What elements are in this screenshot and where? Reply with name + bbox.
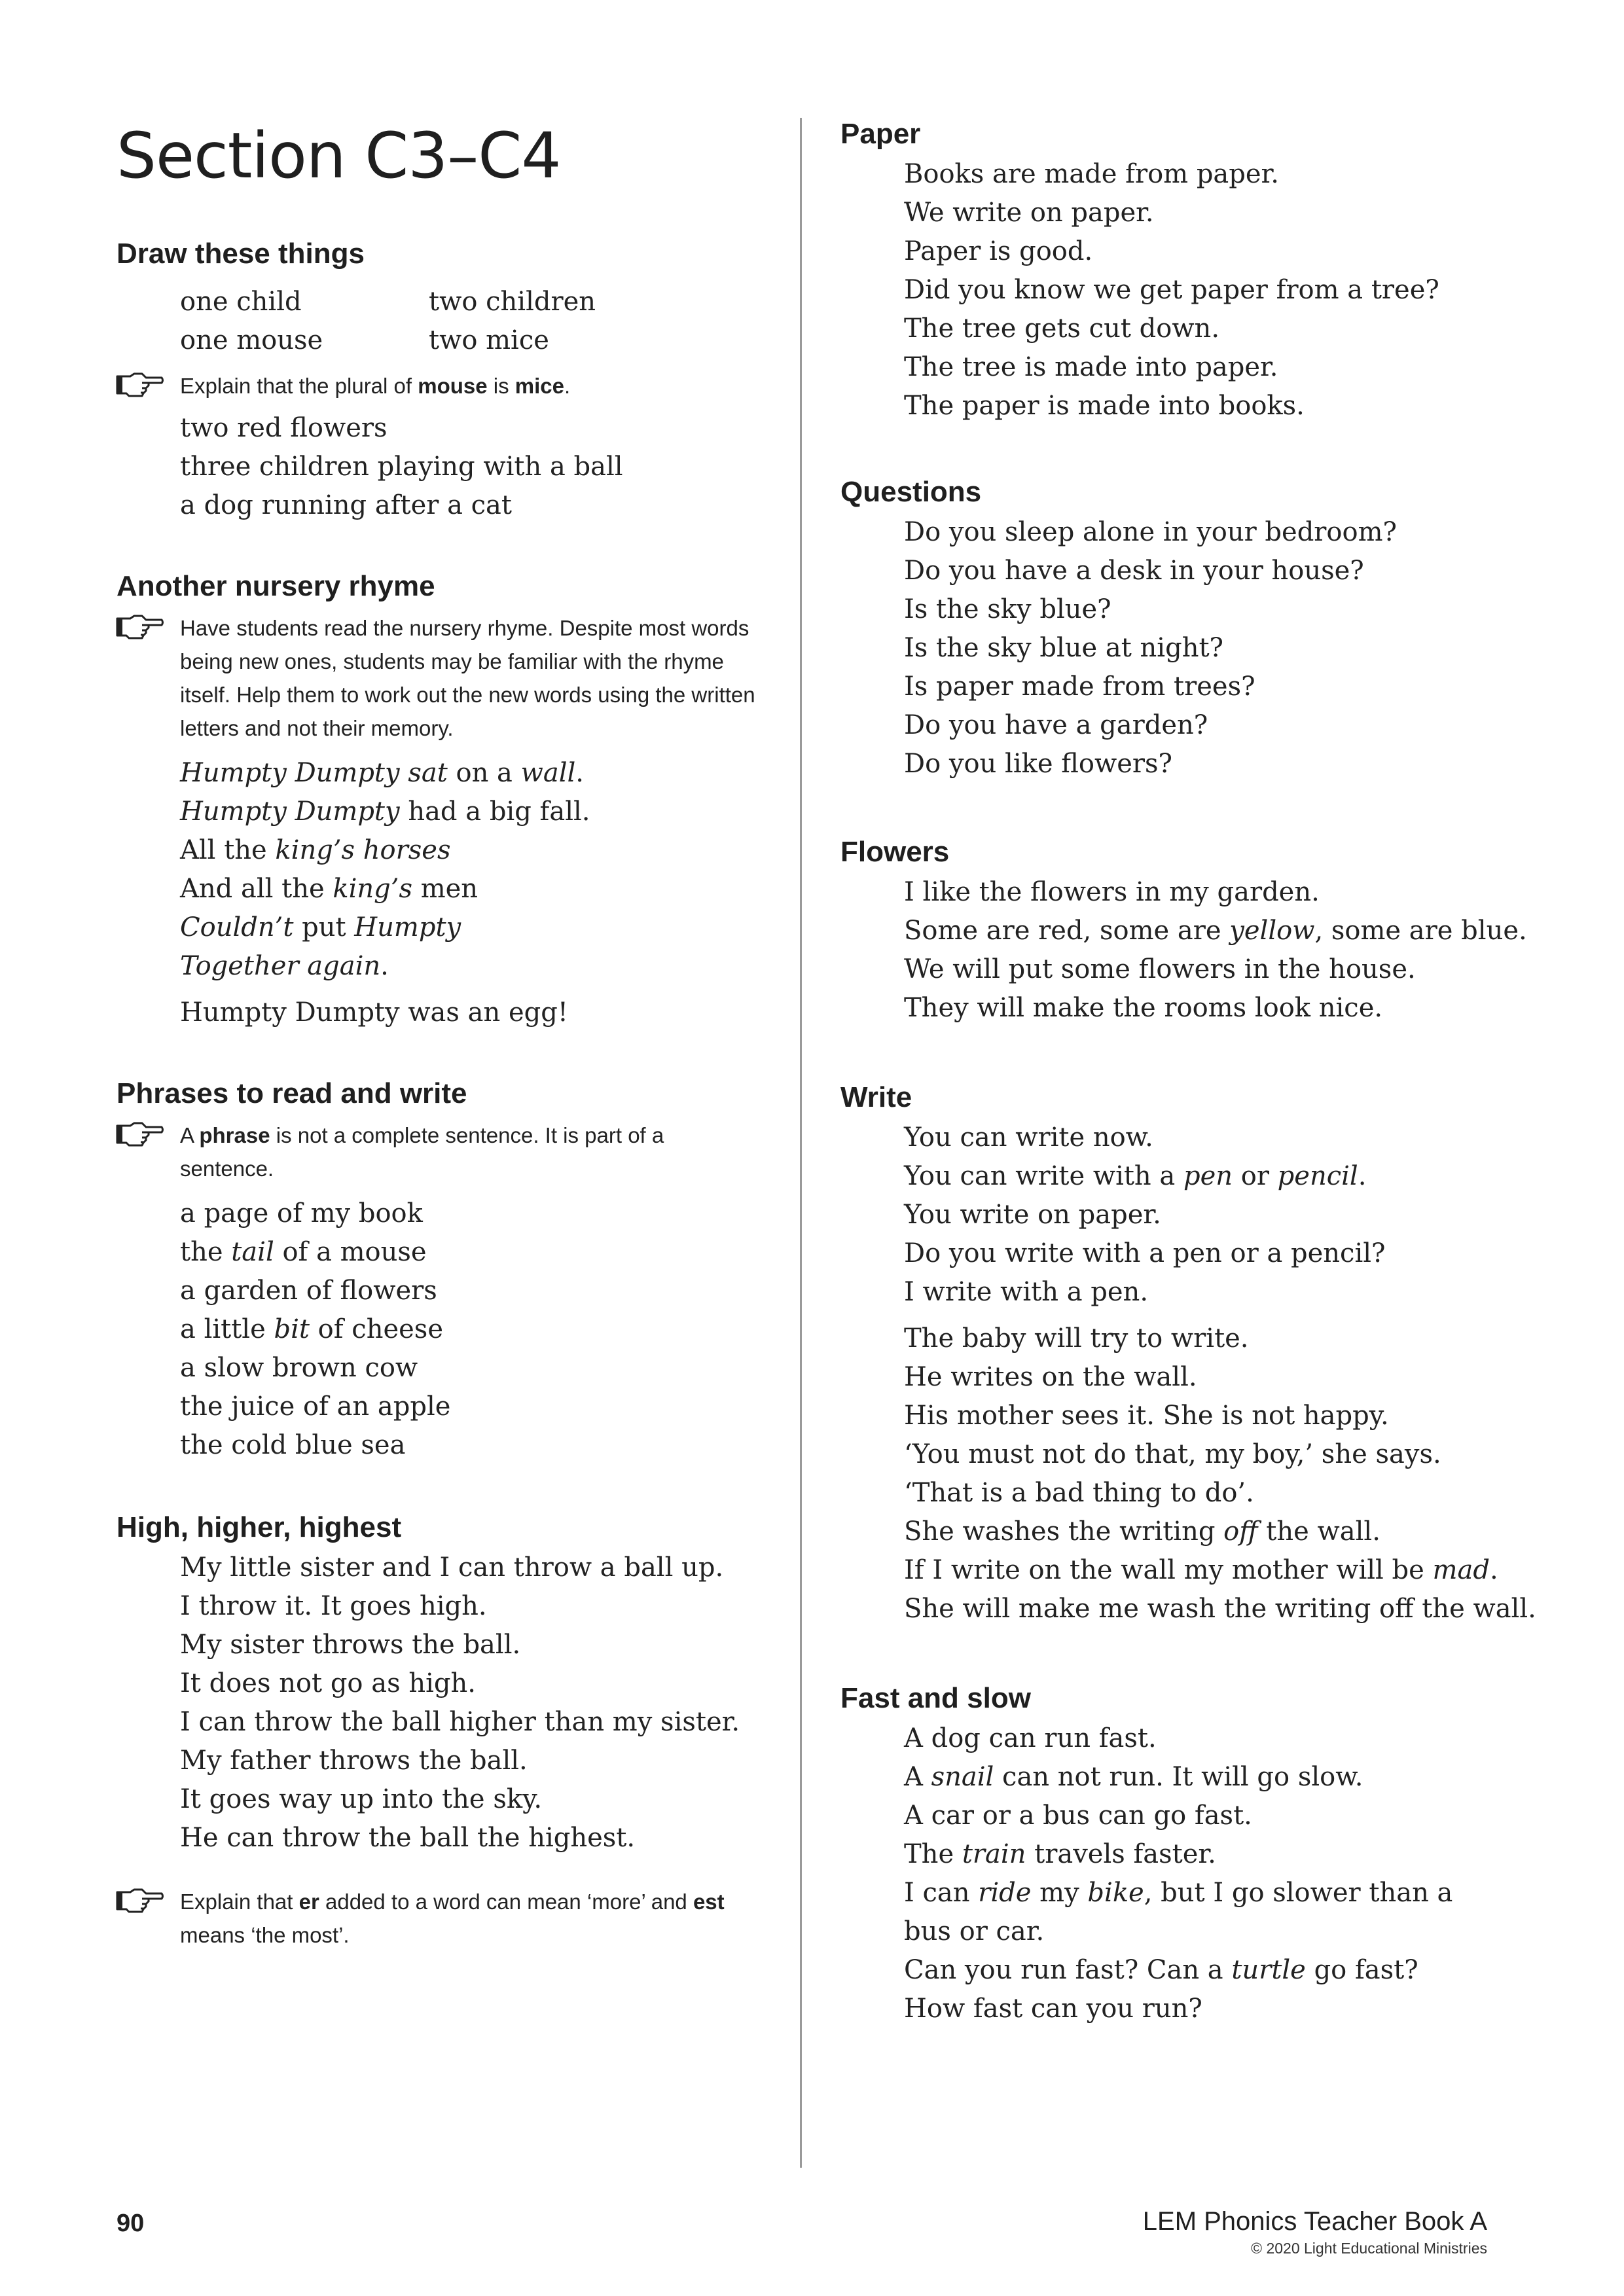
text-line: a dog running after a cat [180, 490, 512, 520]
text-line: It goes way up into the sky. [180, 1784, 543, 1814]
copyright: © 2020 Light Educational Ministries [1251, 2240, 1487, 2257]
poem-line: Humpty Dumpty sat on a wall. [180, 758, 585, 788]
text-line: I like the flowers in my garden. [904, 877, 1320, 907]
text-line: I write with a pen. [904, 1277, 1149, 1307]
plural-pairs [180, 283, 771, 360]
text-line: A dog can run fast. [904, 1723, 1157, 1753]
text-line: the cold blue sea [180, 1430, 406, 1460]
plural-item: two mice [429, 325, 549, 355]
section-nursery-rhyme [117, 572, 771, 1032]
text-line: The paper is made into books. [904, 391, 1305, 421]
plural-item: two children [429, 287, 596, 317]
bold-word: est [693, 1890, 725, 1914]
text-line: Can you run fast? Can a turtle go fast? [904, 1955, 1418, 1985]
text-line: The tree is made into paper. [904, 352, 1278, 382]
text-line: ‘That is a bad thing to do’. [904, 1478, 1254, 1508]
teacher-note: Explain that the plural of mouse is mice. [180, 369, 771, 403]
text-line: Is the sky blue? [904, 594, 1111, 624]
text-line: He writes on the wall. [904, 1362, 1197, 1392]
text-line: Do you have a garden? [904, 710, 1208, 740]
page-title: Section C3–C4 [117, 119, 561, 192]
section-high-higher-highest [117, 1513, 771, 1952]
text-line: bus or car. [904, 1916, 1045, 1946]
poem-line: Together again. [180, 951, 389, 981]
section-write [840, 1083, 1567, 1628]
text-line: The tree gets cut down. [904, 314, 1220, 344]
story-lines [904, 873, 1567, 1028]
teacher-note: Have students read the nursery rhyme. Despite most words being new ones, students may be familiar with the rhyme itself. Help them to work out the new words using the written letters and not their memory. [180, 611, 763, 745]
text-line: two red flowers [180, 413, 388, 443]
text-line: She washes the writing off the wall. [904, 1516, 1380, 1547]
poem-line: All the king’s horses [180, 835, 451, 865]
text-line: If I write on the wall my mother will be mad. [904, 1555, 1498, 1585]
text-line: Do you have a desk in your house? [904, 556, 1364, 586]
story-lines [904, 1719, 1567, 2028]
text-line: a little bit of cheese [180, 1314, 443, 1344]
bold-word: phrase [199, 1123, 270, 1147]
text-line: I throw it. It goes high. [180, 1591, 487, 1621]
section-heading: Write [840, 1081, 912, 1113]
bold-word: mouse [418, 374, 488, 398]
section-heading: Flowers [840, 836, 950, 868]
text-line: the tail of a mouse [180, 1237, 427, 1267]
text-line: I can throw the ball higher than my sister. [180, 1707, 740, 1737]
story-lines [904, 1119, 1567, 1628]
text-line: a garden of flowers [180, 1276, 437, 1306]
text-line: the juice of an apple [180, 1391, 451, 1422]
section-questions [840, 478, 1567, 783]
text-line: Humpty Dumpty was an egg! [180, 997, 568, 1028]
text-line: You can write with a pen or pencil. [904, 1161, 1367, 1191]
bold-word: er [298, 1890, 319, 1914]
column-divider [800, 118, 802, 2168]
text-line: I can ride my bike, but I go slower than a [904, 1878, 1453, 1908]
poem [180, 754, 771, 1032]
text-line: Do you sleep alone in your bedroom? [904, 517, 1397, 547]
section-flowers [840, 838, 1567, 1028]
teacher-note: Explain that er added to a word can mean ‘more’ and est means ‘the most’. [180, 1885, 769, 1952]
section-heading: Phrases to read and write [117, 1077, 467, 1109]
singular-item: one child [180, 287, 302, 317]
text-line: You can write now. [904, 1122, 1153, 1153]
pointing-hand-icon [116, 1121, 164, 1148]
text-line: Is paper made from trees? [904, 672, 1255, 702]
poem-line: Couldn’t put Humpty [180, 912, 461, 942]
text-line: It does not go as high. [180, 1668, 476, 1698]
text-line: He can throw the ball the highest. [180, 1823, 636, 1853]
pointing-hand-icon [116, 613, 164, 641]
text-line: The baby will try to write. [904, 1323, 1249, 1354]
text-line: The train travels faster. [904, 1839, 1216, 1869]
poem-line: And all the king’s men [180, 874, 478, 904]
text-line: Some are red, some are yellow, some are blue. [904, 916, 1527, 946]
page-number: 90 [117, 2210, 145, 2237]
bold-word: mice [514, 374, 564, 398]
phrase-list [180, 409, 771, 525]
story-lines [904, 155, 1567, 425]
text-line: a page of my book [180, 1198, 423, 1229]
text-line: She will make me wash the writing off the wall. [904, 1594, 1536, 1624]
text-line: Is the sky blue at night? [904, 633, 1223, 663]
text-line: Books are made from paper. [904, 159, 1279, 189]
section-fast-and-slow [840, 1684, 1567, 2028]
text-line: My father throws the ball. [180, 1746, 528, 1776]
section-paper [840, 120, 1567, 425]
text-line: They will make the rooms look nice. [904, 993, 1383, 1023]
section-draw-these-things [117, 240, 771, 525]
text-line: A snail can not run. It will go slow. [904, 1762, 1363, 1792]
text-line: A car or a bus can go fast. [904, 1801, 1252, 1831]
text-line: Do you like flowers? [904, 749, 1172, 779]
text-line: How fast can you run? [904, 1994, 1202, 2024]
section-heading: High, higher, highest [117, 1511, 402, 1543]
text-line: You write on paper. [904, 1200, 1161, 1230]
poem-line: Humpty Dumpty had a big fall. [180, 797, 590, 827]
section-heading: Paper [840, 118, 921, 150]
section-heading: Another nursery rhyme [117, 570, 435, 602]
text-line: three children playing with a ball [180, 452, 623, 482]
question-lines [904, 513, 1567, 783]
teacher-note: A phrase is not a complete sentence. It is part of a sentence. [180, 1119, 704, 1185]
singular-item: one mouse [180, 325, 323, 355]
text-line: Did you know we get paper from a tree? [904, 275, 1439, 305]
phrase-list [180, 1194, 771, 1465]
text-line: We will put some flowers in the house. [904, 954, 1416, 984]
section-heading: Draw these things [117, 238, 365, 270]
text-line: ‘You must not do that, my boy,’ she says. [904, 1439, 1441, 1469]
text-line: My sister throws the ball. [180, 1630, 521, 1660]
book-title: LEM Phonics Teacher Book A [1142, 2207, 1487, 2236]
text-line: a slow brown cow [180, 1353, 418, 1383]
text-line: Paper is good. [904, 236, 1093, 266]
text-line: His mother sees it. She is not happy. [904, 1401, 1389, 1431]
text-line: Do you write with a pen or a pencil? [904, 1238, 1386, 1268]
text-line: We write on paper. [904, 198, 1154, 228]
story-lines [180, 1549, 771, 1857]
pointing-hand-icon [116, 371, 164, 399]
section-phrases [117, 1079, 771, 1465]
section-heading: Questions [840, 476, 982, 508]
section-heading: Fast and slow [840, 1682, 1031, 1714]
pointing-hand-icon [116, 1887, 164, 1914]
text-line: My little sister and I can throw a ball up. [180, 1552, 724, 1583]
